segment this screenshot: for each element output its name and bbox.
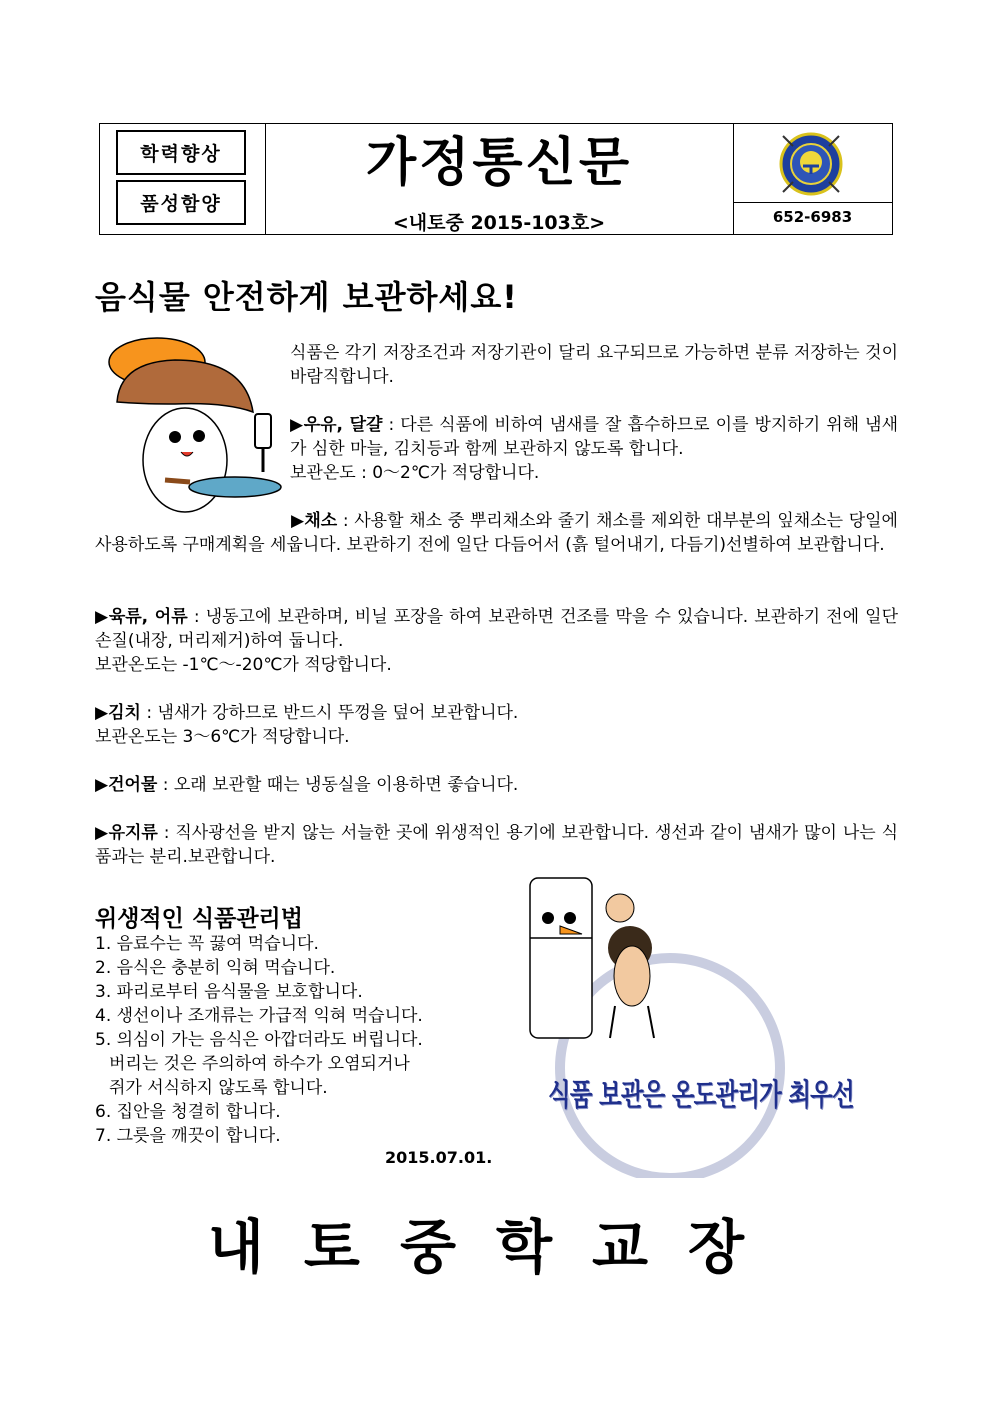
- meat-section: [95, 605, 898, 677]
- vegetable-text: : 사용할 채소 중 뿌리채소와 줄기 채소를 제외한 대부분의 잎채소는 당일에 사용하도록 구매계획을 세웁니다. 보관하기 전에 일단 다듬어서 (흙 털어내기, 다듬기)선별하여 보관합니다.: [95, 511, 898, 555]
- vegetable-section: [95, 509, 898, 557]
- tips-list: [95, 932, 423, 1148]
- fridge-illustration: [520, 868, 820, 1178]
- meat-temp: 보관온도는 -1℃～-20℃가 적당합니다.: [95, 655, 392, 675]
- list-item: 3. 파리로부터 음식물을 보호합니다.: [95, 982, 363, 1002]
- list-item: 7. 그릇을 깨끗이 합니다.: [95, 1126, 281, 1146]
- meat-label: ▶육류, 어류: [95, 607, 188, 627]
- list-item: 1. 음료수는 꼭 끓여 먹습니다.: [95, 934, 319, 954]
- kimchi-label: ▶김치: [95, 703, 141, 723]
- tips-title: 위생적인 식품관리법: [95, 906, 303, 932]
- list-item: 쥐가 서식하지 않도록 합니다.: [109, 1078, 328, 1098]
- header-divider: [733, 202, 892, 203]
- list-item: 4. 생선이나 조개류는 가급적 익혀 먹습니다.: [95, 1006, 423, 1026]
- vegetable-label: ▶채소: [291, 511, 338, 531]
- dried-text: : 오래 보관할 때는 냉동실을 이용하면 좋습니다.: [157, 775, 519, 795]
- intro-paragraph: [290, 341, 898, 389]
- phone-number: 652-6983: [772, 208, 853, 226]
- oils-label: ▶유지류: [95, 823, 158, 843]
- list-item: 5. 의심이 가는 음식은 아깝더라도 버립니다.: [95, 1030, 423, 1050]
- motto-academic: 학력향상: [116, 130, 246, 175]
- oils-text: : 직사광선을 받지 않는 서늘한 곳에 위생적인 용기에 보관합니다. 생선과 같이 냄새가 많이 나는 식품과는 분리.보관합니다.: [95, 823, 898, 867]
- image-caption: 식품 보관은 온도관리가 최우선: [548, 1078, 854, 1113]
- oils-section: [95, 821, 898, 869]
- page-title: 가정통신문: [365, 133, 633, 193]
- list-item: 2. 음식은 충분히 익혀 먹습니다.: [95, 958, 336, 978]
- meat-text: : 냉동고에 보관하며, 비닐 포장을 하여 보관하면 건조를 막을 수 있습니다. 보관하기 전에 일단 손질(내장, 머리제거)하여 둡니다.: [95, 607, 898, 651]
- kimchi-temp: 보관온도는 3～6℃가 적당합니다.: [95, 727, 350, 747]
- motto-character: 품성함양: [116, 180, 246, 225]
- issue-number: <내토중 2015-103호>: [392, 212, 606, 234]
- date: 2015.07.01.: [385, 1148, 493, 1167]
- kimchi-text: : 냄새가 강하므로 반드시 뚜껑을 덮어 보관합니다.: [140, 703, 519, 723]
- list-item: 버리는 것은 주의하여 하수가 오염되거나: [109, 1054, 410, 1074]
- school-logo-icon: [779, 132, 843, 196]
- headline: 음식물 안전하게 보관하세요!: [95, 278, 518, 316]
- dried-section: [95, 773, 898, 797]
- dried-label: ▶건어물: [95, 775, 158, 795]
- principal-signature: 내토중학교장: [207, 1213, 785, 1281]
- kimchi-section: [95, 701, 898, 749]
- dairy-text: : 다른 식품에 비하여 냄새를 잘 흡수하므로 이를 방지하기 위해 냄새가 심한 마늘, 김치등과 함께 보관하지 않도록 합니다.: [290, 415, 898, 459]
- dairy-temp: 보관온도 : 0～2℃가 적당합니다.: [290, 463, 540, 483]
- dairy-label: ▶우유, 달걀: [290, 415, 383, 435]
- list-item: 6. 집안을 청결히 합니다.: [95, 1102, 281, 1122]
- dairy-section: [290, 413, 898, 485]
- intro-text: 식품은 각기 저장조건과 저장기관이 달리 요구되므로 가능하면 분류 저장하는 것이 바람직합니다.: [290, 343, 898, 387]
- chef-mushroom-illustration: [95, 332, 285, 522]
